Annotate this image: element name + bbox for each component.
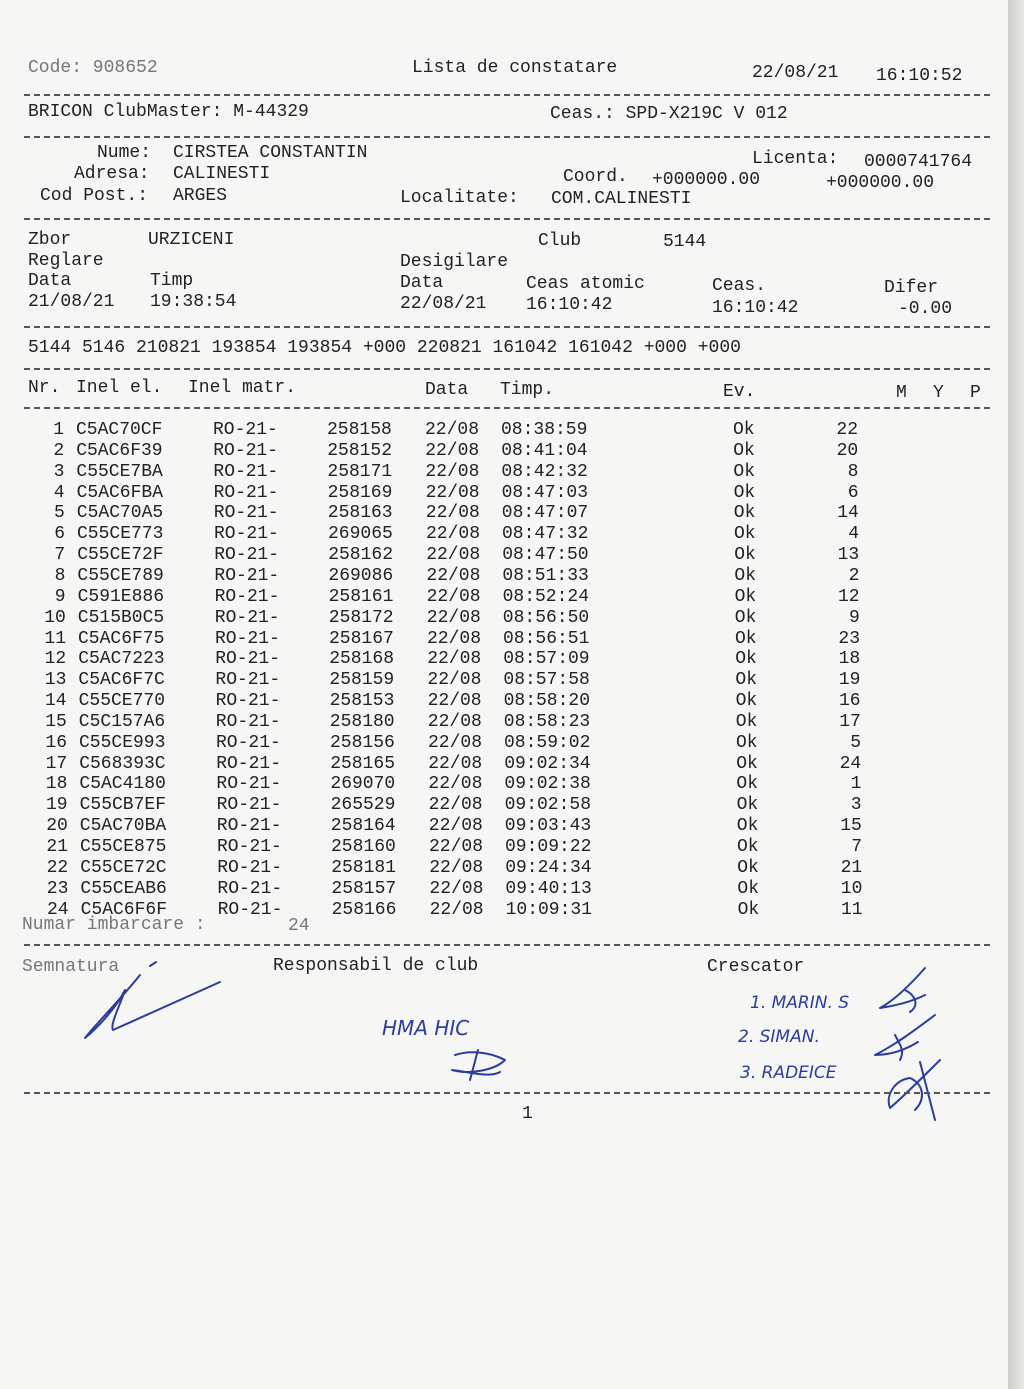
- cell-ring: 258180: [329, 711, 395, 732]
- cell-ev: Ok: [736, 795, 759, 816]
- cell-ev: Ok: [735, 711, 758, 732]
- cell-el: C5AC70A5: [76, 503, 164, 524]
- reglare-date: 21/08/21: [28, 292, 115, 312]
- header-date: 22/08/21: [752, 63, 839, 83]
- cell-ev: Ok: [735, 670, 757, 691]
- cell-ev: Ok: [734, 524, 756, 545]
- difer-label: Difer: [884, 278, 939, 298]
- cell-nr: 19: [45, 795, 68, 816]
- cell-time: 08:47:50: [502, 545, 589, 566]
- cell-pos: 11: [840, 899, 863, 920]
- cell-nr: 24: [46, 899, 69, 920]
- cell-nr: 10: [44, 607, 66, 628]
- cell-nr: 8: [54, 565, 66, 586]
- difer-value: -0.00: [898, 299, 953, 319]
- reglare-time: 19:38:54: [150, 292, 237, 312]
- cell-ev: Ok: [733, 420, 755, 440]
- cell-nr: 2: [53, 440, 65, 461]
- cell-time: 09:02:58: [504, 795, 592, 816]
- cell-time: 08:58:20: [503, 691, 591, 712]
- cell-ev: Ok: [737, 857, 759, 878]
- col-nr: Nr.: [28, 378, 61, 398]
- cell-pre: RO-21-: [215, 649, 280, 670]
- cell-ring: 258157: [331, 878, 397, 899]
- cell-pre: RO-21-: [215, 670, 281, 691]
- header-time: 16:10:52: [876, 66, 963, 86]
- cell-pre: RO-21-: [217, 857, 282, 878]
- cell-ring: 258172: [328, 607, 394, 628]
- numar-value: 24: [288, 916, 310, 936]
- cell-el: C5AC6F39: [76, 440, 163, 461]
- cell-ring: 258165: [330, 753, 395, 774]
- cell-time: 09:09:22: [505, 837, 592, 857]
- cell-ev: Ok: [736, 774, 758, 795]
- cell-pos: 23: [838, 628, 860, 649]
- cell-time: 08:47:07: [501, 503, 589, 524]
- localitate-label: Localitate:: [400, 188, 519, 208]
- cell-pos: 1: [850, 774, 862, 795]
- cell-el: C5AC6F75: [78, 628, 165, 649]
- clubmaster-id: BRICON ClubMaster: M-44329: [28, 102, 309, 122]
- cell-el: C55CE770: [78, 691, 166, 712]
- cell-time: 09:40:13: [505, 878, 592, 899]
- cell-time: 08:47:32: [502, 524, 589, 545]
- cell-date: 22/08: [426, 565, 481, 586]
- cell-ev: Ok: [737, 837, 759, 857]
- cell-nr: 18: [45, 774, 68, 795]
- cell-pre: RO-21-: [216, 732, 281, 753]
- cell-nr: 17: [45, 753, 68, 774]
- semnatura-label: Semnatura: [22, 957, 120, 977]
- cell-pre: RO-21-: [214, 565, 280, 586]
- cell-ev: Ok: [734, 565, 756, 586]
- cell-ev: Ok: [736, 816, 759, 837]
- col-ev: Ev.: [723, 382, 756, 402]
- cell-time: 08:57:58: [503, 670, 590, 691]
- cell-date: 22/08: [425, 482, 480, 503]
- cell-nr: 11: [44, 628, 66, 649]
- cell-date: 22/08: [428, 753, 483, 774]
- cell-ring: 269070: [330, 774, 396, 795]
- club-value: 5144: [663, 232, 707, 252]
- zbor-value: URZICENI: [148, 230, 235, 250]
- cell-nr: 12: [44, 649, 67, 670]
- adresa-label: Adresa:: [74, 164, 150, 184]
- cell-ev: Ok: [737, 899, 760, 920]
- cell-date: 22/08: [426, 586, 481, 607]
- cell-el: C568393C: [79, 753, 166, 774]
- col-m: M: [896, 383, 907, 403]
- cell-pre: RO-21-: [213, 461, 279, 482]
- cell-pos: 2: [848, 565, 860, 586]
- cell-ring: 258163: [327, 503, 393, 524]
- desig-clock-time: 16:10:42: [712, 298, 799, 318]
- cell-el: C55CEAB6: [80, 878, 167, 899]
- col-timp: Timp.: [500, 380, 555, 400]
- cell-pre: RO-21-: [215, 711, 281, 732]
- cell-pre: RO-21-: [215, 691, 281, 712]
- cell-ev: Ok: [736, 732, 758, 753]
- cell-pos: 10: [840, 878, 863, 899]
- cell-pre: RO-21-: [216, 816, 282, 837]
- cell-date: 22/08: [425, 440, 480, 461]
- reglare-data-label: Data: [28, 271, 72, 291]
- crescator-handwriting-2: 2. SIMAN.: [738, 1027, 820, 1047]
- cell-date: 22/08: [425, 420, 480, 440]
- cell-ev: Ok: [733, 461, 755, 482]
- cell-pos: 21: [840, 857, 863, 878]
- cell-nr: 7: [54, 545, 66, 566]
- cell-el: C5AC70CF: [76, 420, 163, 440]
- cell-pos: 13: [837, 545, 860, 566]
- cell-pos: 3: [850, 795, 862, 816]
- cell-time: 08:42:32: [501, 461, 588, 482]
- cell-el: C5AC6FBA: [76, 482, 164, 503]
- cell-pos: 6: [847, 482, 859, 503]
- cell-pre: RO-21-: [213, 420, 278, 440]
- code-line: 5144 5146 210821 193854 193854 +000 220821 161042 161042 +000 +000: [28, 338, 741, 358]
- cell-date: 22/08: [429, 878, 484, 899]
- codpost-label: Cod Post.:: [40, 186, 149, 206]
- signature-crescator-2: [875, 1015, 935, 1060]
- cell-time: 08:56:50: [502, 607, 590, 628]
- cell-ring: 258168: [329, 649, 394, 670]
- cell-time: 09:24:34: [505, 857, 592, 878]
- cell-ring: 269065: [328, 524, 393, 545]
- coord-value-1: +000000.00: [652, 170, 761, 190]
- cell-date: 22/08: [427, 628, 482, 649]
- col-inel-matr: Inel matr.: [188, 378, 297, 398]
- cell-time: 09:02:34: [504, 753, 591, 774]
- cell-pre: RO-21-: [217, 899, 283, 920]
- cell-time: 08:58:23: [503, 711, 591, 732]
- cell-date: 22/08: [429, 837, 484, 857]
- divider: [24, 1092, 990, 1094]
- cell-pre: RO-21-: [214, 545, 279, 566]
- coord-value-2: +000000.00: [826, 173, 935, 193]
- coord-label: Coord.: [563, 167, 628, 187]
- cell-nr: 23: [46, 878, 69, 899]
- cell-el: C55CE7BA: [76, 461, 163, 482]
- cell-nr: 15: [45, 711, 67, 732]
- col-p: P: [970, 383, 981, 403]
- crescator-handwriting-3: 3. RADEICE: [740, 1063, 837, 1083]
- licenta-value: 0000741764: [864, 152, 973, 172]
- cell-pre: RO-21-: [214, 524, 279, 545]
- cell-ring: 258181: [331, 857, 396, 878]
- cell-nr: 22: [46, 857, 69, 878]
- cell-time: 08:56:51: [503, 628, 590, 649]
- cell-time: 08:47:03: [501, 482, 589, 503]
- clock-model: Ceas.: SPD-X219C V 012: [550, 104, 788, 124]
- cell-ring: 258169: [327, 482, 393, 503]
- cell-ring: 258162: [328, 545, 393, 566]
- cell-ev: Ok: [733, 482, 756, 503]
- crescator-label: Crescator: [707, 957, 805, 977]
- cell-nr: 21: [46, 837, 68, 857]
- ceas-atomic-label: Ceas atomic: [526, 274, 645, 294]
- cell-date: 22/08: [426, 545, 481, 566]
- desigilare-label: Desigilare: [400, 252, 509, 272]
- zbor-label: Zbor: [28, 230, 72, 250]
- cell-el: C55CE72C: [80, 857, 167, 878]
- cell-date: 22/08: [427, 649, 482, 670]
- cell-date: 22/08: [429, 899, 484, 920]
- crescator-handwriting-1: 1. MARIN. S: [750, 993, 850, 1013]
- cell-el: C5AC6F6F: [80, 899, 168, 920]
- numar-label: Numar imbarcare :: [22, 915, 206, 935]
- cell-pos: 4: [848, 524, 859, 545]
- cell-el: C55CE789: [77, 565, 164, 586]
- cell-ring: 258159: [329, 670, 395, 691]
- cell-pre: RO-21-: [217, 878, 283, 899]
- cell-ring: 258152: [327, 440, 392, 461]
- licenta-label: Licenta:: [752, 149, 839, 169]
- cell-pos: 22: [836, 420, 858, 440]
- desig-atomic-time: 16:10:42: [526, 295, 613, 315]
- reglare-label: Reglare: [28, 251, 104, 271]
- localitate-value: COM.CALINESTI: [551, 189, 692, 209]
- cell-pre: RO-21-: [213, 482, 279, 503]
- cell-ring: 265529: [330, 795, 396, 816]
- cell-el: C5AC7223: [78, 649, 165, 670]
- cell-ev: Ok: [734, 607, 757, 628]
- cell-pos: 9: [848, 607, 860, 628]
- signature-responsabil: [452, 1050, 505, 1080]
- cell-pos: 12: [837, 586, 860, 607]
- cell-nr: 3: [53, 461, 65, 482]
- code-label: Code: 908652: [28, 58, 158, 78]
- cell-el: C55CE993: [79, 732, 166, 753]
- cell-date: 22/08: [427, 670, 482, 691]
- col-data: Data: [425, 380, 469, 400]
- cell-el: C5AC4180: [79, 774, 166, 795]
- cell-pos: 24: [839, 753, 862, 774]
- cell-pos: 5: [850, 732, 861, 753]
- cell-pre: RO-21-: [216, 795, 282, 816]
- cell-time: 09:03:43: [504, 816, 592, 837]
- cell-pre: RO-21-: [214, 586, 280, 607]
- cell-ev: Ok: [737, 878, 759, 899]
- desig-data-label: Data: [400, 273, 444, 293]
- cell-time: 10:09:31: [505, 899, 593, 920]
- signature-semnatura: [85, 962, 220, 1038]
- nume-label: Nume:: [97, 143, 152, 163]
- cell-ring: 258166: [331, 899, 397, 920]
- cell-date: 22/08: [429, 857, 484, 878]
- signature-crescator-1: [880, 968, 925, 1012]
- col-inel-el: Inel el.: [76, 378, 163, 398]
- cell-pre: RO-21-: [216, 753, 281, 774]
- cell-el: C55CE875: [80, 837, 167, 857]
- cell-ev: Ok: [735, 649, 757, 670]
- cell-el: C55CE72F: [77, 545, 164, 566]
- cell-el: C591E886: [77, 586, 165, 607]
- cell-pos: 7: [851, 837, 862, 857]
- cell-time: 08:52:24: [502, 586, 590, 607]
- cell-date: 22/08: [425, 503, 480, 524]
- cell-ev: Ok: [733, 440, 755, 461]
- cell-pos: 18: [838, 649, 861, 670]
- cell-nr: 16: [45, 732, 67, 753]
- cell-time: 08:38:59: [501, 420, 588, 440]
- cell-ring: 258161: [328, 586, 394, 607]
- cell-ev: Ok: [733, 503, 756, 524]
- cell-nr: 20: [46, 816, 68, 837]
- cell-ring: 258156: [330, 732, 395, 753]
- codpost-value: ARGES: [173, 186, 228, 206]
- cell-time: 08:59:02: [504, 732, 591, 753]
- cell-ev: Ok: [735, 628, 757, 649]
- cell-date: 22/08: [428, 816, 483, 837]
- adresa-value: CALINESTI: [173, 164, 271, 184]
- cell-ring: 258171: [327, 461, 393, 482]
- cell-el: C5AC70BA: [79, 816, 167, 837]
- cell-date: 22/08: [426, 607, 481, 628]
- cell-pre: RO-21-: [213, 440, 278, 461]
- signature-crescator-3: [889, 1060, 940, 1120]
- cell-nr: 9: [54, 586, 66, 607]
- ceas-label: Ceas.: [712, 276, 767, 296]
- cell-el: C5C157A6: [78, 711, 166, 732]
- page-number: 1: [522, 1104, 533, 1124]
- cell-pre: RO-21-: [216, 774, 282, 795]
- cell-nr: 5: [53, 503, 65, 524]
- cell-ring: 258158: [327, 420, 392, 440]
- responsabil-handwriting: HMA HIC: [382, 1016, 470, 1040]
- cell-nr: 1: [53, 420, 64, 440]
- cell-el: C55CB7EF: [79, 795, 167, 816]
- cell-el: C515B0C5: [77, 607, 165, 628]
- cell-date: 22/08: [427, 691, 482, 712]
- cell-date: 22/08: [427, 711, 482, 732]
- cell-time: 08:51:33: [502, 565, 589, 586]
- cell-pos: 8: [847, 461, 859, 482]
- cell-time: 09:02:38: [504, 774, 591, 795]
- cell-ring: 258167: [329, 628, 394, 649]
- responsabil-label: Responsabil de club: [273, 956, 479, 976]
- cell-nr: 14: [44, 691, 67, 712]
- cell-nr: 4: [53, 482, 65, 503]
- cell-time: 08:41:04: [501, 440, 588, 461]
- cell-pos: 14: [837, 503, 859, 524]
- cell-date: 22/08: [426, 524, 481, 545]
- cell-ev: Ok: [734, 545, 756, 566]
- cell-pos: 16: [838, 691, 861, 712]
- col-y: Y: [933, 383, 944, 403]
- cell-date: 22/08: [425, 461, 480, 482]
- cell-ring: 258160: [331, 837, 396, 857]
- cell-pre: RO-21-: [217, 837, 282, 857]
- desig-date: 22/08/21: [400, 294, 487, 314]
- cell-ev: Ok: [734, 586, 757, 607]
- cell-el: C55CE773: [77, 524, 164, 545]
- cell-ring: 258153: [329, 691, 395, 712]
- cell-ev: Ok: [736, 753, 758, 774]
- cell-pos: 20: [836, 440, 859, 461]
- cell-ring: 258164: [330, 816, 396, 837]
- cell-nr: 13: [44, 670, 67, 691]
- cell-ev: Ok: [735, 691, 758, 712]
- page-title: Lista de constatare: [412, 58, 618, 78]
- cell-el: C5AC6F7C: [78, 670, 165, 691]
- cell-date: 22/08: [428, 795, 483, 816]
- cell-pre: RO-21-: [214, 607, 280, 628]
- cell-ring: 269086: [328, 565, 394, 586]
- club-label: Club: [538, 231, 582, 251]
- reglare-timp-label: Timp: [150, 271, 194, 291]
- cell-pre: RO-21-: [215, 628, 280, 649]
- owner-name: CIRSTEA CONSTANTIN: [173, 143, 368, 163]
- cell-pre: RO-21-: [213, 503, 279, 524]
- cell-nr: 6: [54, 524, 65, 545]
- cell-pos: 17: [839, 711, 861, 732]
- cell-pos: 19: [838, 670, 861, 691]
- cell-time: 08:57:09: [503, 649, 590, 670]
- cell-date: 22/08: [428, 732, 483, 753]
- cell-date: 22/08: [428, 774, 483, 795]
- cell-pos: 15: [840, 816, 862, 837]
